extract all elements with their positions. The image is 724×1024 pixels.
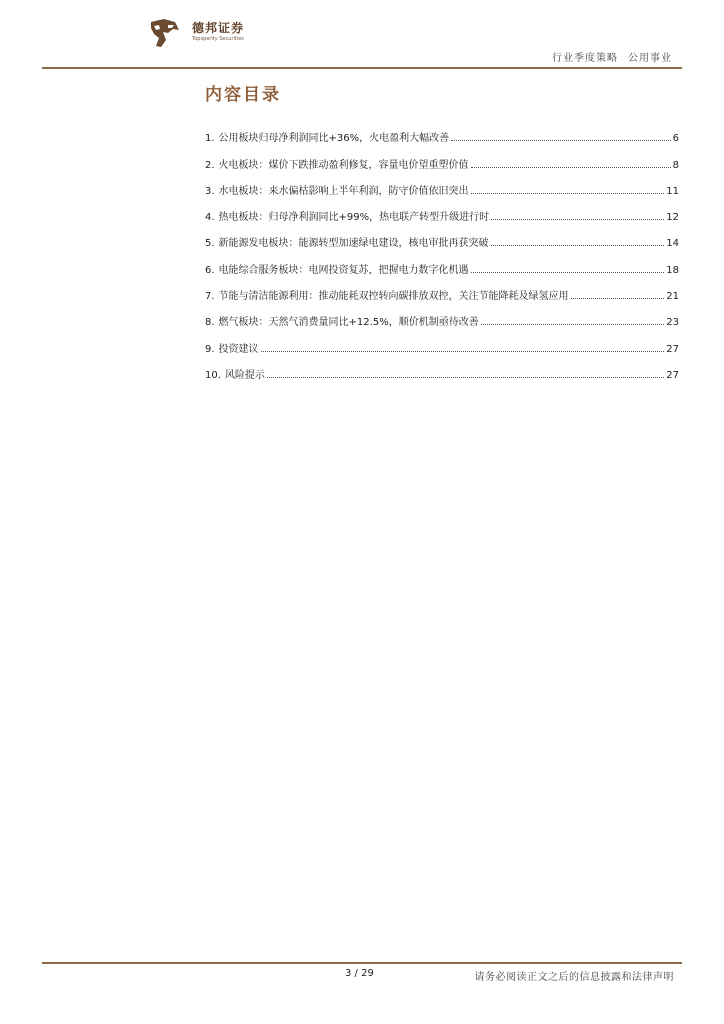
toc-item-text: 新能源发电板块：能源转型加速绿电建设，核电审批再获突破 (218, 238, 489, 250)
report-type: 行业季度策略 (552, 53, 618, 64)
toc-item[interactable] (205, 249, 679, 275)
toc-item-page: 18 (666, 264, 679, 276)
toc-item[interactable] (205, 171, 679, 197)
toc-item-number: 1. (205, 133, 215, 145)
toc-item-page: 27 (666, 343, 679, 355)
toc-item[interactable] (205, 223, 679, 249)
toc-item-page: 6 (672, 133, 679, 145)
toc-item-text: 火电板块：煤价下跌推动盈利修复，容量电价望重塑价值 (218, 159, 469, 171)
toc-item-page: 23 (666, 317, 679, 329)
toc-item-text: 燃气板块：天然气消费量同比+12.5%，顺价机制亟待改善 (218, 317, 479, 329)
toc-item-number: 4. (205, 212, 215, 224)
company-logo (148, 16, 258, 50)
disclaimer-text: 请务必阅读正文之后的信息披露和法律声明 (474, 972, 674, 983)
toc-item[interactable] (205, 302, 679, 328)
page-number: 3 / 29 (345, 968, 374, 979)
toc-item[interactable] (205, 197, 679, 223)
toc-leader-dots (491, 245, 665, 246)
toc-item[interactable] (205, 118, 679, 144)
toc-title: 内容目录 (205, 85, 281, 105)
toc-item-number: 9. (205, 343, 215, 355)
toc-item-page: 8 (672, 159, 679, 171)
toc-item-number: 5. (205, 238, 215, 250)
toc-item-number: 2. (205, 159, 215, 171)
toc-item-number: 10. (205, 369, 221, 381)
toc-item[interactable] (205, 276, 679, 302)
toc-leader-dots (471, 272, 665, 273)
toc-item-page: 12 (666, 212, 679, 224)
toc-item-text: 节能与清洁能源利用：推动能耗双控转向碳排放双控，关注节能降耗及绿氢应用 (218, 291, 569, 303)
toc-leader-dots (491, 219, 664, 220)
tiger-logo-icon (148, 16, 182, 50)
toc-item-text: 投资建议 (218, 343, 259, 355)
toc-item-number: 6. (205, 264, 215, 276)
toc-item-text: 热电板块：归母净利润同比+99%，热电联产转型升级进行时 (218, 212, 490, 224)
toc-leader-dots (261, 351, 665, 352)
footer-divider (42, 962, 682, 964)
toc-leader-dots (451, 140, 670, 141)
toc-item-page: 14 (666, 238, 679, 250)
toc-item-page: 11 (666, 185, 679, 197)
industry-name: 公用事业 (628, 53, 672, 64)
toc-leader-dots (471, 167, 671, 168)
toc-item[interactable] (205, 355, 679, 381)
toc-item-text: 风险提示 (224, 369, 265, 381)
toc-item-number: 7. (205, 291, 215, 303)
toc-leader-dots (481, 324, 665, 325)
toc-leader-dots (571, 298, 665, 299)
logo-name-cn: 德邦证券 (192, 21, 245, 35)
toc-item-page: 21 (666, 291, 679, 303)
table-of-contents (205, 118, 679, 381)
toc-item[interactable] (205, 328, 679, 354)
report-header (552, 49, 672, 64)
toc-item-text: 水电板块：来水偏枯影响上半年利润，防守价值依旧突出 (218, 185, 469, 197)
header-divider (42, 67, 682, 69)
toc-item-text: 公用板块归母净利润同比+36%，火电盈利大幅改善 (218, 133, 450, 145)
toc-leader-dots (471, 193, 665, 194)
toc-item-text: 电能综合服务板块：电网投资复苏，把握电力数字化机遇 (218, 264, 469, 276)
logo-name-en: Topsperity Securities (192, 36, 244, 42)
toc-item-number: 8. (205, 317, 215, 329)
toc-item-page: 27 (666, 369, 679, 381)
toc-leader-dots (267, 377, 664, 378)
toc-item-number: 3. (205, 185, 215, 197)
toc-item[interactable] (205, 144, 679, 170)
